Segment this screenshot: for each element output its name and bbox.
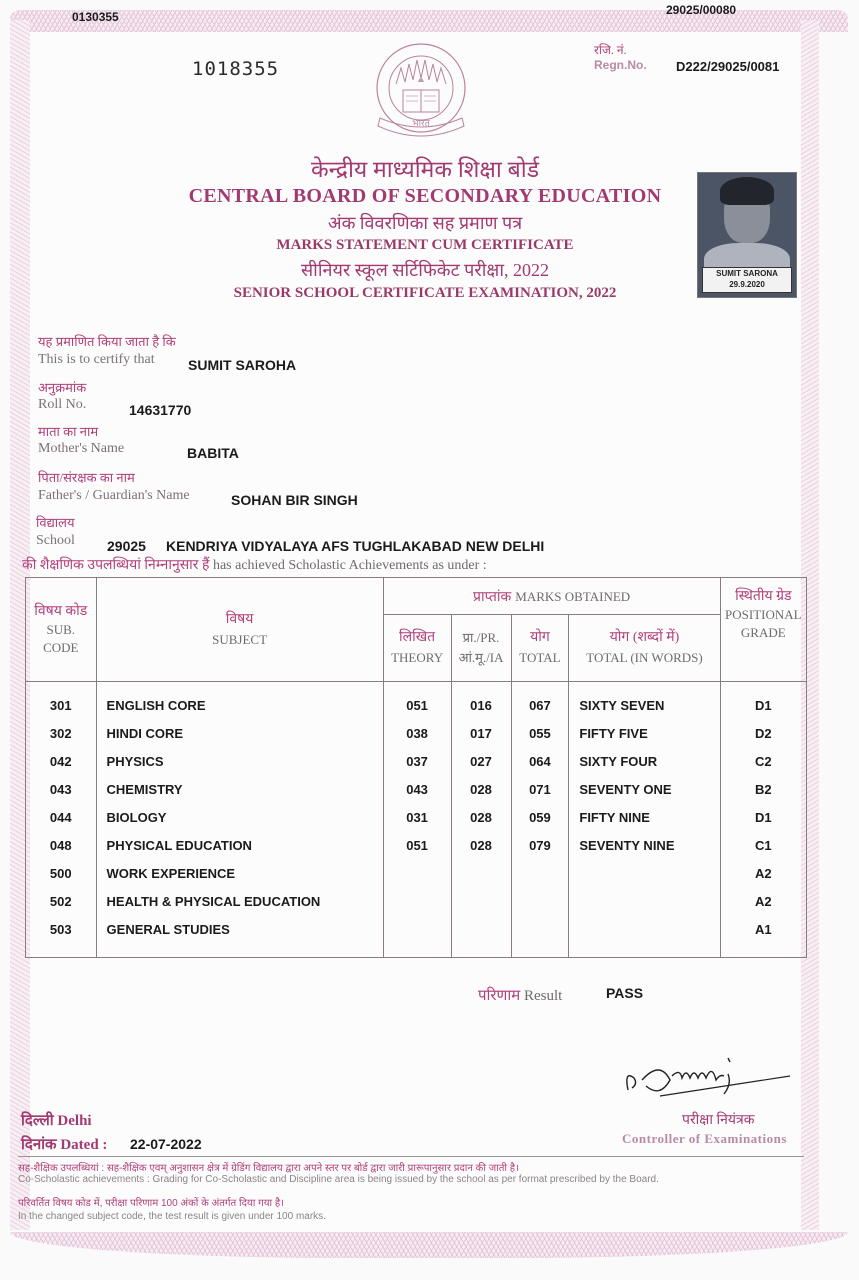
certify-label-hi: यह प्रमाणित किया जाता है कि — [38, 334, 176, 349]
total-in-words: SIXTY FOUR — [569, 748, 720, 776]
cbse-emblem-icon — [366, 38, 476, 148]
subject-name: PHYSICAL EDUCATION — [96, 832, 383, 860]
subject-code: 043 — [26, 776, 97, 804]
achievements-intro-en: has achieved Scholastic Achievements as under : — [212, 558, 487, 573]
total-in-words — [569, 860, 720, 888]
note-changed-code-hi: परिवर्तित विषय कोड में, परीक्षा परिणाम 100 अंकों के अंतर्गत दिया गया है। — [18, 1198, 284, 1209]
header-pr-en: आं.मू./IA — [458, 650, 504, 665]
total-marks: 059 — [511, 804, 569, 832]
achievements-intro — [22, 555, 487, 574]
footer-divider — [18, 1156, 804, 1157]
subject-name: HINDI CORE — [96, 720, 383, 748]
subject-code: 042 — [26, 748, 97, 776]
total-marks — [511, 916, 569, 944]
positional-grade: C2 — [720, 748, 806, 776]
photo-hair — [720, 177, 774, 205]
roll-number: 14631770 — [129, 402, 192, 418]
header-subject — [96, 578, 383, 682]
positional-grade: D1 — [720, 804, 806, 832]
subject-name: CHEMISTRY — [96, 776, 383, 804]
note-changed-code-en: In the changed subject code, the test result is given under 100 marks. — [18, 1211, 326, 1222]
theory-marks — [383, 888, 451, 916]
total-marks: 071 — [511, 776, 569, 804]
exam-name-en: SENIOR SCHOOL CERTIFICATE EXAMINATION, 2022 — [233, 285, 617, 301]
school-label-en: School — [36, 533, 75, 548]
header-grade-en2: GRADE — [740, 625, 786, 640]
marks-table — [25, 577, 807, 958]
positional-grade: C1 — [720, 832, 806, 860]
dated-label — [21, 1134, 107, 1154]
subject-name: BIOLOGY — [96, 804, 383, 832]
serial-number-left: 0130355 — [72, 10, 119, 24]
total-marks: 064 — [511, 748, 569, 776]
subject-name: GENERAL STUDIES — [96, 916, 383, 944]
subject-code: 048 — [26, 832, 97, 860]
positional-grade: A2 — [720, 860, 806, 888]
total-in-words: SEVENTY NINE — [569, 832, 720, 860]
practical-marks: 016 — [451, 692, 511, 720]
theory-marks: 037 — [383, 748, 451, 776]
header-positional-grade — [720, 578, 806, 682]
controller-label-hi: परीक्षा नियंत्रक — [682, 1113, 755, 1128]
result-value: PASS — [606, 985, 644, 1001]
theory-marks: 051 — [383, 692, 451, 720]
positional-grade: B2 — [720, 776, 806, 804]
exam-name-hi: सीनियर स्कूल सर्टिफिकेट परीक्षा, 2022 — [301, 260, 549, 280]
roll-label-hi: अनुक्रमांक — [38, 380, 87, 395]
total-in-words: SIXTY SEVEN — [569, 692, 720, 720]
header-grade-en1: POSITIONAL — [725, 607, 802, 622]
subject-name: PHYSICS — [96, 748, 383, 776]
place-en: Delhi — [57, 1113, 92, 1129]
subject-code: 302 — [26, 720, 97, 748]
subject-name: WORK EXPERIENCE — [96, 860, 383, 888]
total-marks — [511, 860, 569, 888]
subject-code: 301 — [26, 692, 97, 720]
practical-marks — [451, 916, 511, 944]
header-sub-code — [26, 578, 97, 682]
father-name: SOHAN BIR SINGH — [231, 492, 358, 508]
table-spacer-row — [26, 682, 807, 692]
candidate-name: SUMIT SAROHA — [188, 357, 297, 373]
result-label — [478, 985, 562, 1005]
board-name-hi: केन्द्रीय माध्यमिक शिक्षा बोर्ड — [310, 157, 540, 182]
subject-name: HEALTH & PHYSICAL EDUCATION — [96, 888, 383, 916]
photo-caption-date: 29.9.2020 — [729, 280, 765, 289]
table-row — [26, 804, 807, 832]
header-marks-en: MARKS OBTAINED — [515, 588, 631, 604]
subject-code: 503 — [26, 916, 97, 944]
header-marks-hi: प्राप्तांक — [473, 589, 512, 605]
certify-label-en: This is to certify that — [38, 352, 155, 367]
photo-caption — [702, 267, 792, 293]
doc-type-en: MARKS STATEMENT CUM CERTIFICATE — [276, 237, 574, 253]
practical-marks — [451, 860, 511, 888]
table-row — [26, 888, 807, 916]
total-in-words — [569, 916, 720, 944]
regn-label-en: Regn.No. — [594, 58, 647, 72]
controller-label-en: Controller of Examinations — [622, 1131, 787, 1146]
practical-marks — [451, 888, 511, 916]
result-label-en: Result — [524, 988, 563, 1004]
positional-grade: A1 — [720, 916, 806, 944]
practical-marks: 027 — [451, 748, 511, 776]
place-hi: दिल्ली — [21, 1113, 54, 1129]
total-marks: 079 — [511, 832, 569, 860]
total-in-words: SEVENTY ONE — [569, 776, 720, 804]
certificate-title — [150, 156, 700, 302]
table-row — [26, 860, 807, 888]
note-co-scholastic-hi: सह-शैक्षिक उपलब्धियां : सह-शैक्षिक एवम् अनुशासन क्षेत्र में ग्रेडिंग विद्यालय द्वारा अपने स्तर पर बोर्ड द्वारा जारी प्रारूपानुसार प्रदान की जाती है। — [18, 1163, 519, 1174]
total-in-words — [569, 888, 720, 916]
photo-caption-name: SUMIT SARONA — [716, 269, 778, 278]
subject-code: 500 — [26, 860, 97, 888]
header-total-words — [569, 615, 720, 682]
subject-code: 502 — [26, 888, 97, 916]
total-marks — [511, 888, 569, 916]
table-row — [26, 776, 807, 804]
subject-name: ENGLISH CORE — [96, 692, 383, 720]
header-code-hi: विषय कोड — [34, 603, 88, 619]
school-label-hi: विद्यालय — [36, 515, 75, 530]
issue-date: 22-07-2022 — [130, 1136, 202, 1152]
total-in-words: FIFTY NINE — [569, 804, 720, 832]
result-label-hi: परिणाम — [478, 988, 521, 1004]
theory-marks: 051 — [383, 832, 451, 860]
header-total-en: TOTAL — [519, 650, 561, 665]
practical-marks: 028 — [451, 776, 511, 804]
roll-label-en: Roll No. — [38, 397, 87, 412]
header-pr-hi: प्रा./PR. — [462, 630, 500, 645]
doc-type-hi: अंक विवरणिका सह प्रमाण पत्र — [327, 213, 523, 233]
theory-marks: 031 — [383, 804, 451, 832]
total-in-words: FIFTY FIVE — [569, 720, 720, 748]
regn-label-hi: रजि. नं. — [594, 43, 627, 57]
positional-grade: D2 — [720, 720, 806, 748]
candidate-photo — [697, 172, 797, 298]
regn-number: D222/29025/0081 — [676, 59, 780, 74]
header-subject-en: SUBJECT — [212, 631, 268, 647]
emblem-bharat-text: भारत — [412, 118, 430, 128]
header-code-en1: SUB. — [46, 621, 76, 637]
dated-label-en: Dated : — [60, 1137, 108, 1153]
father-label-hi: पिता/संरक्षक का नाम — [38, 470, 135, 485]
practical-marks: 017 — [451, 720, 511, 748]
header-practical — [451, 615, 511, 682]
controller-signature — [620, 1050, 800, 1110]
subject-code: 044 — [26, 804, 97, 832]
table-row — [26, 692, 807, 720]
theory-marks: 038 — [383, 720, 451, 748]
mother-name: BABITA — [187, 445, 239, 461]
board-name-en: CENTRAL BOARD OF SECONDARY EDUCATION — [188, 185, 662, 207]
header-total-hi: योग — [530, 630, 550, 645]
header-words-en: TOTAL (IN WORDS) — [586, 650, 703, 665]
total-marks: 055 — [511, 720, 569, 748]
positional-grade: A2 — [720, 888, 806, 916]
note-co-scholastic-en: Co-Scholastic achievements : Grading for Co-Scholastic and Discipline area is being issued by the school as per format prescribed by the Board. — [18, 1174, 659, 1185]
serial-number-right: 29025/00080 — [666, 3, 737, 17]
theory-marks: 043 — [383, 776, 451, 804]
total-marks: 067 — [511, 692, 569, 720]
practical-marks: 028 — [451, 804, 511, 832]
table-row — [26, 748, 807, 776]
header-theory-en: THEORY — [391, 650, 444, 665]
dated-label-hi: दिनांक — [21, 1137, 57, 1153]
theory-marks — [383, 860, 451, 888]
table-spacer-row — [26, 944, 807, 958]
header-words-hi: योग (शब्दों में) — [609, 630, 680, 645]
mother-label-en: Mother's Name — [38, 441, 125, 456]
table-row — [26, 916, 807, 944]
header-grade-hi: स्थितीय ग्रेड — [735, 589, 792, 604]
positional-grade: D1 — [720, 692, 806, 720]
header-code-en2: CODE — [43, 639, 79, 655]
table-row — [26, 832, 807, 860]
document-number: 1018355 — [192, 58, 280, 80]
school-code: 29025 — [107, 538, 146, 554]
mother-label-hi: माता का नाम — [38, 424, 99, 439]
guilloche-border-bottom — [10, 1232, 848, 1258]
header-theory-hi: लिखित — [398, 630, 436, 645]
table-row — [26, 720, 807, 748]
place — [21, 1110, 92, 1130]
header-theory — [383, 615, 451, 682]
achievements-intro-hi: की शैक्षणिक उपलब्धियां निम्नानुसार हैं — [22, 558, 210, 573]
header-subject-hi: विषय — [225, 611, 254, 627]
father-label-en: Father's / Guardian's Name — [38, 488, 190, 503]
practical-marks: 028 — [451, 832, 511, 860]
school-name: KENDRIYA VIDYALAYA AFS TUGHLAKABAD NEW DELHI — [166, 538, 545, 554]
header-marks-obtained — [383, 578, 720, 615]
header-total — [511, 615, 569, 682]
theory-marks — [383, 916, 451, 944]
